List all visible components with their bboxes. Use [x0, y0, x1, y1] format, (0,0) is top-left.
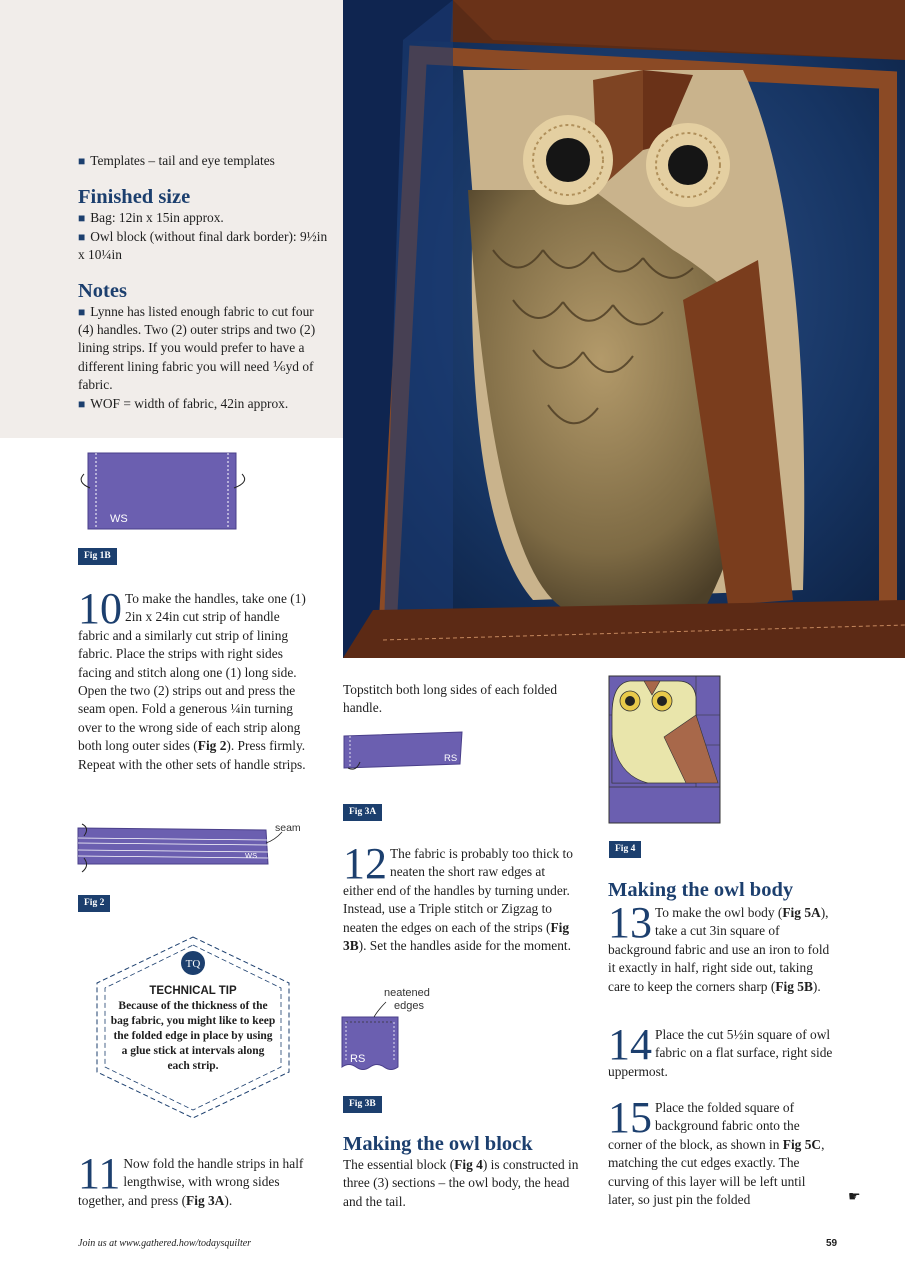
fig-3b-note-line2: edges: [394, 1000, 424, 1012]
owl-body-section: [608, 878, 834, 996]
step-15: 15 Place the folded square of background fabric onto the corner of the block, as shown in Fig 5C, matching the cut edges exactly. The curving of this layer will be left until later, so just pin the folded: [608, 1093, 825, 1208]
owl-quilt-photo: [343, 0, 905, 658]
fig-1b-diagram: [76, 450, 251, 537]
owl-block-heading: Making the owl block: [343, 1133, 533, 1155]
step-11: 11 Now fold the handle strips in half lengthwise, with wrong sides together, and press (Fig 3A).: [78, 1149, 304, 1208]
fig-3b-diagram: [336, 982, 466, 1079]
owl-block-section: Making the owl block The essential block (Fig 4) is constructed in three (3) sections – the owl body, the head and the tail.: [343, 1132, 583, 1211]
step-10: 10 To make the handles, take one (1) 2in x 24in cut strip of handle fabric and a similarly cut strip of lining fabric. Place the strips with right sides facing and stitch along one (1) long side. Open the two (2) strips out and press the seam open. Fold a generous ¼in turning over to the wrong side of each strip along both long outer sides (Fig 2). Press firmly. Repeat with the other sets of handle strips.: [78, 584, 306, 772]
fig-4-label: Fig 4: [609, 841, 641, 858]
fig-2-diagram: [70, 818, 310, 883]
notes-item: ■ WOF = width of fabric, 42in approx.: [78, 395, 330, 413]
fig-3a-label: Fig 3A: [343, 804, 382, 821]
finished-item: ■ Bag: 12in x 15in approx.: [78, 209, 330, 227]
tq-logo-text: TQ: [185, 958, 201, 970]
intro-column: [78, 152, 330, 413]
fig-3b-rs-label: RS: [350, 1053, 366, 1065]
notes-item: ■ Lynne has listed enough fabric to cut four (4) handles. Two (2) outer strips and two (2) lining strips. If you would prefer to have a different lining fabric you will need ⅙yd of fabric.: [78, 303, 330, 395]
fig-3a-diagram: [340, 728, 470, 781]
continue-pointer-icon: ☛: [848, 1190, 861, 1205]
step-10-number: 10: [78, 584, 122, 633]
fig-2-ws-label: WS: [245, 851, 258, 860]
page-number: 59: [826, 1238, 838, 1249]
step-15-number: 15: [608, 1093, 652, 1142]
fig-1b-ws-label: WS: [110, 513, 128, 525]
finished-item: ■ Owl block (without final dark border): 9½in x 10¼in: [78, 228, 330, 265]
notes-heading: Notes: [78, 279, 127, 302]
footer-url: Join us at www.gathered.how/todaysquilter: [78, 1238, 252, 1249]
step-14-number: 14: [608, 1020, 652, 1069]
step-13: 13 To make the owl body (Fig 5A), take a cut 3in square of background fabric and use an iron to fold it exactly in half, right side out, taking care to keep the corners sharp (Fig 5B).: [608, 898, 830, 994]
step-12: 12 The fabric is probably too thick to neaten the short raw edges at either end of the handles by turning under. Instead, use a Triple stitch or Zigzag to neaten the edges on each of the strips (Fig 3B). Set the handles aside for the moment.: [343, 839, 573, 954]
fig-3b-note-line1: neatened: [384, 987, 430, 999]
fig-1b-label: Fig 1B: [78, 548, 117, 565]
fig-3b-label: Fig 3B: [343, 1096, 382, 1113]
step-12-number: 12: [343, 839, 387, 888]
owl-body-heading: Making the owl body: [608, 879, 794, 901]
technical-tip-text: [110, 985, 276, 1074]
finished-size-heading: Finished size: [78, 186, 191, 209]
technical-tip-title: TECHNICAL TIP: [149, 985, 237, 997]
topstitch-text: Topstitch both long sides of each folded handle.: [343, 682, 558, 716]
step-14: 14 Place the cut 5½in square of owl fabric on a flat surface, right side uppermost.: [608, 1020, 833, 1079]
step-13-number: 13: [608, 898, 652, 947]
fig-4-diagram: [608, 675, 722, 830]
fig-3a-rs-label: RS: [444, 753, 458, 764]
technical-tip-body: Because of the thickness of the bag fabric, you might like to keep the folded edge in place by using a glue stick at intervals along each strip.: [110, 1000, 276, 1072]
step-11-number: 11: [78, 1149, 121, 1198]
templates-item: ■ Templates – tail and eye templates: [78, 152, 330, 170]
fig-2-label: Fig 2: [78, 895, 110, 912]
fig-2-seam-label: seam: [275, 822, 301, 834]
